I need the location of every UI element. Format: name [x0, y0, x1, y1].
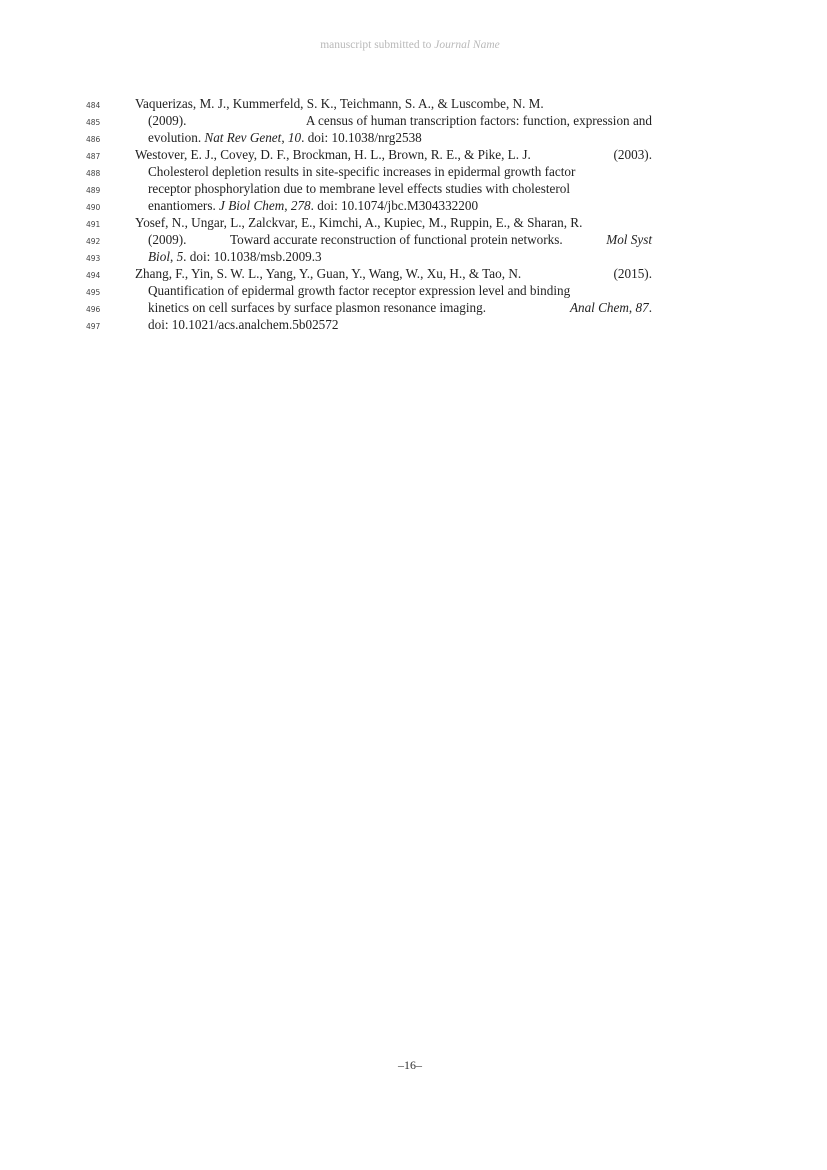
line-number: 487	[86, 152, 101, 161]
reference-text: Vaquerizas, M. J., Kummerfeld, S. K., Teichmann, S. A., & Luscombe, N. M.	[135, 96, 544, 111]
ref-journal: J Biol Chem	[219, 198, 285, 213]
line-497	[0, 316, 827, 333]
ref-year: (2009).	[148, 232, 187, 247]
ref-text: enantiomers.	[148, 198, 216, 213]
ref-volume: 87	[635, 300, 649, 315]
line-number: 493	[86, 254, 101, 263]
ref-end: .	[648, 300, 652, 315]
reference-text	[148, 299, 652, 316]
line-number: 496	[86, 305, 101, 314]
line-number: 486	[86, 135, 101, 144]
reference-text: Cholesterol depletion results in site-specific increases in epidermal growth factor	[148, 164, 576, 179]
line-488	[0, 163, 827, 180]
ref-title: Toward accurate reconstruction of functional protein networks.	[230, 232, 563, 247]
reference-text: doi: 10.1021/acs.analchem.5b02572	[148, 317, 339, 332]
reference-text	[135, 265, 652, 282]
ref-text: evolution.	[148, 130, 202, 145]
ref-journal: Biol	[148, 249, 170, 264]
ref-doi: . doi: 10.1074/jbc.M304332200	[310, 198, 479, 213]
line-485	[0, 112, 827, 129]
ref-year: (2003).	[613, 147, 652, 162]
ref-sep: ,	[284, 198, 291, 213]
ref-volume: 278	[290, 198, 311, 213]
ref-sep: ,	[628, 300, 636, 315]
ref-authors: Westover, E. J., Covey, D. F., Brockman, H. L., Brown, R. E., & Pike, L. J.	[135, 147, 531, 162]
reference-text: Yosef, N., Ungar, L., Zalckvar, E., Kimchi, A., Kupiec, M., Ruppin, E., & Sharan, R.	[135, 215, 583, 230]
running-header	[0, 39, 820, 51]
reference-text	[148, 231, 652, 248]
line-496	[0, 299, 827, 316]
ref-doi: . doi: 10.1038/msb.2009.3	[183, 249, 322, 264]
ref-journal: Anal Chem	[569, 300, 629, 315]
reference-text: Quantification of epidermal growth factor receptor expression level and binding	[148, 283, 571, 298]
line-number: 488	[86, 169, 101, 178]
line-number: 497	[86, 322, 101, 331]
ref-journal: Nat Rev Genet	[204, 130, 282, 145]
line-number: 484	[86, 101, 101, 110]
reference-text	[135, 146, 652, 163]
ref-doi: . doi: 10.1038/nrg2538	[301, 130, 422, 145]
ref-sep: ,	[169, 249, 177, 264]
line-number: 485	[86, 118, 101, 127]
line-484	[0, 95, 827, 112]
ref-year: (2015).	[613, 266, 652, 281]
ref-citation	[570, 299, 652, 316]
reference-text	[148, 112, 652, 129]
line-492	[0, 231, 827, 248]
line-493	[0, 248, 827, 265]
line-495	[0, 282, 827, 299]
ref-sep: ,	[281, 130, 288, 145]
ref-title: A census of human transcription factors: function, expression and	[305, 113, 652, 128]
line-491	[0, 214, 827, 231]
ref-title: kinetics on cell surfaces by surface plasmon resonance imaging.	[148, 300, 486, 315]
reference-text: receptor phosphorylation due to membrane level effects studies with cholesterol	[148, 181, 570, 196]
header-prefix: manuscript submitted to	[320, 39, 432, 51]
line-494	[0, 265, 827, 282]
line-number: 489	[86, 186, 101, 195]
reference-text	[148, 197, 478, 214]
line-number: 494	[86, 271, 101, 280]
ref-authors: Zhang, F., Yin, S. W. L., Yang, Y., Guan, Y., Wang, W., Xu, H., & Tao, N.	[135, 266, 522, 281]
ref-journal: Mol Syst	[606, 232, 652, 247]
reference-text	[148, 248, 322, 265]
ref-year: (2009).	[148, 113, 187, 128]
line-number: 492	[86, 237, 101, 246]
line-486	[0, 129, 827, 146]
line-490	[0, 197, 827, 214]
reference-text	[148, 129, 422, 146]
ref-volume: 5	[176, 249, 184, 264]
line-number: 491	[86, 220, 101, 229]
line-489	[0, 180, 827, 197]
line-487	[0, 146, 827, 163]
page-number: –16–	[398, 1058, 422, 1072]
header-journal: Journal Name	[434, 39, 500, 51]
line-number: 490	[86, 203, 101, 212]
line-number: 495	[86, 288, 101, 297]
ref-volume: 10	[287, 130, 302, 145]
